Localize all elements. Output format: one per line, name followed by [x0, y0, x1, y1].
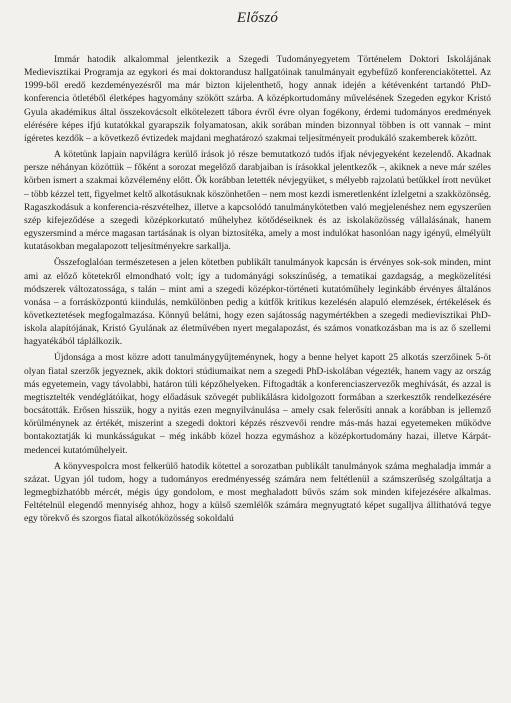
paragraph: A könyvespolcra most felkerülő hatodik kötettel a sorozatban publikált tanulmányok száma meghaladja immár a százat. Ugyan jól tudom, hogy a tudományos eredményesség számára nem feltétlenül a számszerűség szolgáltatja a legmegbízhatóbb mércét, mégis úgy gondolom, e most meghaladott bűvös szám sok minden kifejezésére alkalmas. Feltételnül elegendő mennyiség ahhoz, hogy a külső szemlélők számára megnyugtató képet sugalljva állíthatóvá tegye egy törekvő és szorgos fiatal alkotóközösség sokoldalú	[24, 460, 491, 525]
page-title: Előszó	[236, 10, 279, 26]
paragraph: Összefoglalóan természetesen a jelen kötetben publikált tanulmányok kapcsán is érvényes sok-sok minden, mint ami az előző kötetekről elmondható volt; így a tudományági sokszínűség, a tematikai gazdagság, a megközelítési módszerek változatossága, s talán – mint ami a szegedi középkor-történeti kutatóműhely leginkább érvényes általános vonása – a forrásközpontú kiindulás, nemkülönben pedig a kútfők kritikus kezelésén alapuló elemzések, értékelések és következtetések megfogalmazása. Könnyű belátni, hogy ezen sajátosság nagymértékben a szegedi medievisztikai PhD-iskola alapítójának, Kristó Gyulának az életművében nyert megalapozást, és számos vonatkozásban ma is az ő szellemi hagyatékából táplálkozik.	[24, 257, 491, 348]
document-body	[24, 53, 491, 525]
paragraph: Újdonsága a most közre adott tanulmánygyűjteménynek, hogy a benne helyet kapott 25 alkotás szerzőinek 5-öt olyan fiatal szerzők jegyeznek, akik doktori stúdiumaikat nem a szegedi PhD-iskolában végezték, hanem vagy az ország más egyetemein, vagy távolabbi, határon túli képzőhelyeken. Fiftogadták a konferenciaszervezők meghívását, és azzal is megtisztelték vendéglátóikat, hogy előadásuk szövegét publikálásra kidolgozott formában a szerkesztők rendelkezésére bocsátották. Erősen hisszük, hogy a nyitás ezen megnyilvánulása – amely csak felerősíti annak a korábban is jellemző körülménynek az értékét, miszerint a szegedi doktori képzés részvevői rendre más-más hazai egyetemeken működve bontakoztatják ki munkásságukat – még inkább közel hozza egymáshoz a középkortudomány hazai, illetve Kárpát-medencei kutatóműhelyeit.	[24, 352, 491, 456]
paragraph: Immár hatodik alkalommal jelentkezik a Szegedi Tudományegyetem Történelem Doktori Iskolájának Medievisztikai Programja az egykori és mai doktorandusz hallgatóinak tanulmányait egybefűző konferenciakötettel. Az 1999-ből eredő kezdeményezésről ma már bizton kijelenthető, hogy annak idején a kétévenként tartandó PhD-konferencia ötletéből életképes hagyomány szökött szárba. A középkortudomány művelésének Szegeden egykor Kristó Gyula akadémikus által összekovácsolt elkötelezett tábora évről évre olyan fogékony, érdemi tudományos eredmények elérésére képes ifjú kutatókkal gyarapszik folyamatosan, akik sorában minden bizonnyal többen is ott vannak – mint ígéretes kezdők – a következő évtizedek majdani meghatározó szakmai teljesítményeit produkáló szakemberek között.	[24, 54, 491, 144]
paragraph: A kötetünk lapjain napvilágra kerülő írások jó része bemutatkozó tudós ifjak névjegyeként kezelendő. Akadnak persze néhányan közöttük – főként a sorozat megelőző darabjaiban is írásokkal jelentkezők –, akiknek a neve már széles körben ismert a szakmai közvélemény előtt. Ők korábban letették névjegyüket, s mélyebb rajzolatú betűkkel írott nevüket – több kézzel tett, figyelmet keltő alkotásuknak köszönhetően – nem most kezdi ismeretlenként ízlelgetni a szakközönség. Ragaszkodásuk a konferencia-részvételhez, illetve a kapcsolódó tanulmánykötetben való megjelenéshez nem egyszerűen szép kifejeződése a szegedi középkorkutató műhelyhez kötődéseiknek és az iskolaközösség vállalásának, hanem egyszersmind a mérce magasan tartásának is olyan biztosítéka, amely a most indulókat hasonlóan nagy igényű, elmélyült kutatásokban megalapozott teljesítményekre sarkallja.	[24, 149, 491, 253]
